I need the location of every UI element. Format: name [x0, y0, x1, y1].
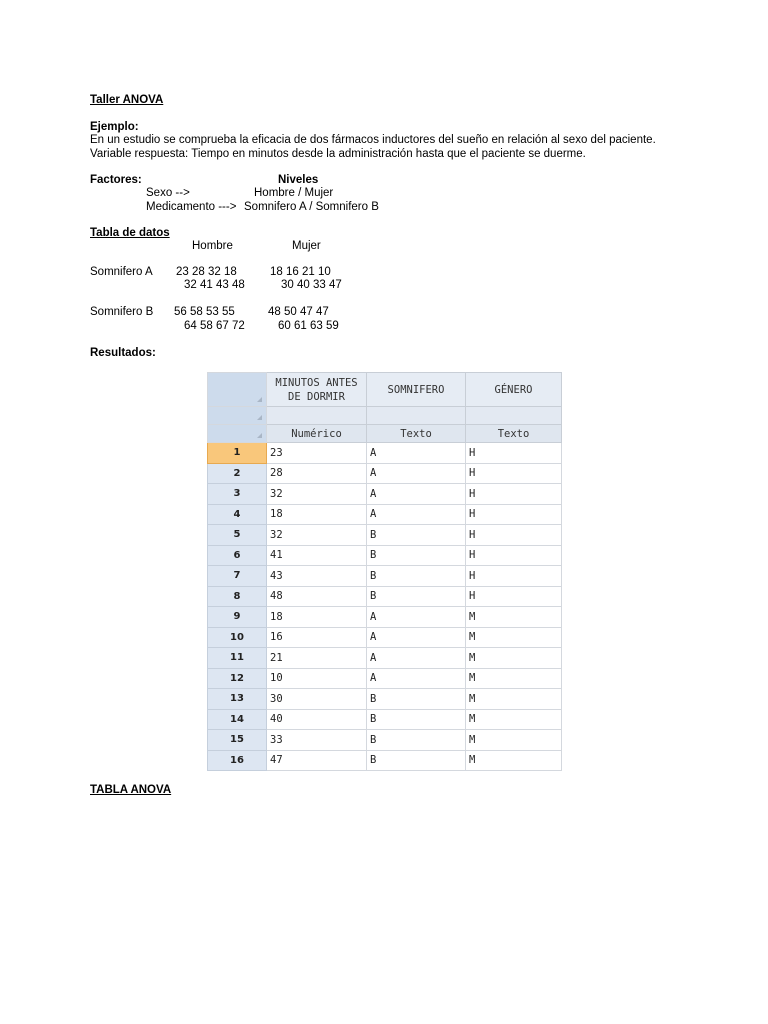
col-hombre: Hombre: [192, 240, 233, 252]
somnifero-b-hombre-2: 64 58 67 72: [184, 320, 245, 332]
cell-genero[interactable]: M: [466, 607, 562, 628]
cell-somnifero[interactable]: B: [367, 545, 466, 566]
cell-somnifero[interactable]: A: [367, 607, 466, 628]
ejemplo-line-1: En un estudio se comprueba la eficacia de dos fármacos inductores del sueño en relación al sexo del paciente.: [90, 134, 656, 146]
cell-somnifero[interactable]: A: [367, 627, 466, 648]
row-number[interactable]: 6: [208, 545, 267, 566]
cell-genero[interactable]: H: [466, 566, 562, 587]
table-row: [208, 709, 562, 730]
sheet-corner-type[interactable]: [208, 425, 267, 443]
somnifero-a-hombre-1: 23 28 32 18: [176, 266, 237, 278]
column-subheader-blank: [466, 407, 562, 425]
cell-somnifero[interactable]: A: [367, 463, 466, 484]
row-somnifero-a: Somnifero A: [90, 266, 153, 278]
col-mujer: Mujer: [292, 240, 321, 252]
somnifero-b-hombre-1: 56 58 53 55: [174, 306, 235, 318]
cell-genero[interactable]: M: [466, 668, 562, 689]
factores-label: Factores:: [90, 174, 142, 186]
table-row: [208, 566, 562, 587]
cell-minutos[interactable]: 32: [267, 525, 367, 546]
column-type-minutos: Numérico: [267, 425, 367, 443]
row-number[interactable]: 7: [208, 566, 267, 587]
cell-minutos[interactable]: 16: [267, 627, 367, 648]
spreadsheet-data-table: [207, 372, 562, 771]
cell-genero[interactable]: H: [466, 504, 562, 525]
cell-minutos[interactable]: 47: [267, 750, 367, 771]
cell-somnifero[interactable]: B: [367, 525, 466, 546]
somnifero-a-hombre-2: 32 41 43 48: [184, 279, 245, 291]
cell-somnifero[interactable]: A: [367, 443, 466, 464]
factor-medicamento: Medicamento --->: [146, 201, 237, 213]
cell-somnifero[interactable]: B: [367, 566, 466, 587]
table-row: [208, 668, 562, 689]
column-type-somnifero: Texto: [367, 425, 466, 443]
cell-minutos[interactable]: 18: [267, 607, 367, 628]
factor-sexo: Sexo -->: [146, 187, 190, 199]
cell-somnifero[interactable]: A: [367, 668, 466, 689]
cell-minutos[interactable]: 18: [267, 504, 367, 525]
cell-genero[interactable]: M: [466, 709, 562, 730]
column-header-genero[interactable]: GÉNERO: [466, 373, 562, 407]
somnifero-a-mujer-2: 30 40 33 47: [281, 279, 342, 291]
cell-genero[interactable]: M: [466, 750, 562, 771]
table-row: [208, 607, 562, 628]
cell-minutos[interactable]: 43: [267, 566, 367, 587]
cell-somnifero[interactable]: B: [367, 730, 466, 751]
row-number[interactable]: 4: [208, 504, 267, 525]
cell-genero[interactable]: H: [466, 463, 562, 484]
cell-genero[interactable]: H: [466, 443, 562, 464]
table-row: [208, 627, 562, 648]
cell-minutos[interactable]: 48: [267, 586, 367, 607]
column-header-somnifero[interactable]: SOMNIFERO: [367, 373, 466, 407]
cell-genero[interactable]: M: [466, 627, 562, 648]
sheet-corner[interactable]: [208, 373, 267, 407]
cell-genero[interactable]: H: [466, 525, 562, 546]
table-row: [208, 730, 562, 751]
cell-genero[interactable]: M: [466, 689, 562, 710]
table-row: [208, 689, 562, 710]
column-header-minutos[interactable]: [267, 373, 367, 407]
cell-somnifero[interactable]: B: [367, 586, 466, 607]
tabla-anova-label: TABLA ANOVA: [90, 784, 172, 796]
cell-minutos[interactable]: 33: [267, 730, 367, 751]
row-number[interactable]: 5: [208, 525, 267, 546]
cell-minutos[interactable]: 40: [267, 709, 367, 730]
table-row: [208, 545, 562, 566]
column-subheader-blank: [367, 407, 466, 425]
somnifero-b-mujer-2: 60 61 63 59: [278, 320, 339, 332]
table-row: [208, 525, 562, 546]
row-number[interactable]: 9: [208, 607, 267, 628]
row-number[interactable]: 1: [208, 443, 267, 464]
column-header-minutos-line-1: MINUTOS ANTES: [275, 376, 358, 389]
row-number[interactable]: 10: [208, 627, 267, 648]
row-number[interactable]: 12: [208, 668, 267, 689]
document-title: Taller ANOVA: [90, 94, 164, 106]
cell-somnifero[interactable]: B: [367, 750, 466, 771]
cell-genero[interactable]: M: [466, 648, 562, 669]
tabla-datos-label: Tabla de datos: [90, 227, 170, 239]
cell-somnifero[interactable]: A: [367, 484, 466, 505]
row-number[interactable]: 2: [208, 463, 267, 484]
cell-minutos[interactable]: 10: [267, 668, 367, 689]
column-type-genero: Texto: [466, 425, 562, 443]
somnifero-b-mujer-1: 48 50 47 47: [268, 306, 329, 318]
cell-somnifero[interactable]: A: [367, 504, 466, 525]
cell-genero[interactable]: H: [466, 545, 562, 566]
row-number[interactable]: 11: [208, 648, 267, 669]
cell-somnifero[interactable]: B: [367, 709, 466, 730]
sheet-corner-secondary[interactable]: [208, 407, 267, 425]
cell-minutos[interactable]: 28: [267, 463, 367, 484]
cell-genero[interactable]: M: [466, 730, 562, 751]
ejemplo-line-2: Variable respuesta: Tiempo en minutos desde la administración hasta que el paciente se duerme.: [90, 148, 586, 160]
cell-minutos[interactable]: 23: [267, 443, 367, 464]
cell-somnifero[interactable]: B: [367, 689, 466, 710]
cell-minutos[interactable]: 30: [267, 689, 367, 710]
row-number[interactable]: 8: [208, 586, 267, 607]
row-number[interactable]: 13: [208, 689, 267, 710]
row-number[interactable]: 15: [208, 730, 267, 751]
somnifero-a-mujer-1: 18 16 21 10: [270, 266, 331, 278]
cell-somnifero[interactable]: A: [367, 648, 466, 669]
resultados-label: Resultados:: [90, 347, 156, 359]
column-subheader-blank: [267, 407, 367, 425]
table-row: [208, 586, 562, 607]
cell-genero[interactable]: H: [466, 586, 562, 607]
row-number[interactable]: 3: [208, 484, 267, 505]
table-row: [208, 443, 562, 464]
table-row: [208, 504, 562, 525]
table-row: [208, 750, 562, 771]
cell-minutos[interactable]: 21: [267, 648, 367, 669]
cell-minutos[interactable]: 32: [267, 484, 367, 505]
table-row: [208, 648, 562, 669]
ejemplo-label: Ejemplo:: [90, 121, 139, 133]
factor-medicamento-niveles: Somnifero A / Somnifero B: [244, 201, 379, 213]
row-number[interactable]: 16: [208, 750, 267, 771]
cell-genero[interactable]: H: [466, 484, 562, 505]
niveles-label: Niveles: [278, 174, 319, 186]
table-row: [208, 484, 562, 505]
row-somnifero-b: Somnifero B: [90, 306, 154, 318]
row-number[interactable]: 14: [208, 709, 267, 730]
factor-sexo-niveles: Hombre / Mujer: [254, 187, 334, 199]
table-row: [208, 463, 562, 484]
cell-minutos[interactable]: 41: [267, 545, 367, 566]
column-header-minutos-line-2: DE DORMIR: [288, 390, 345, 403]
